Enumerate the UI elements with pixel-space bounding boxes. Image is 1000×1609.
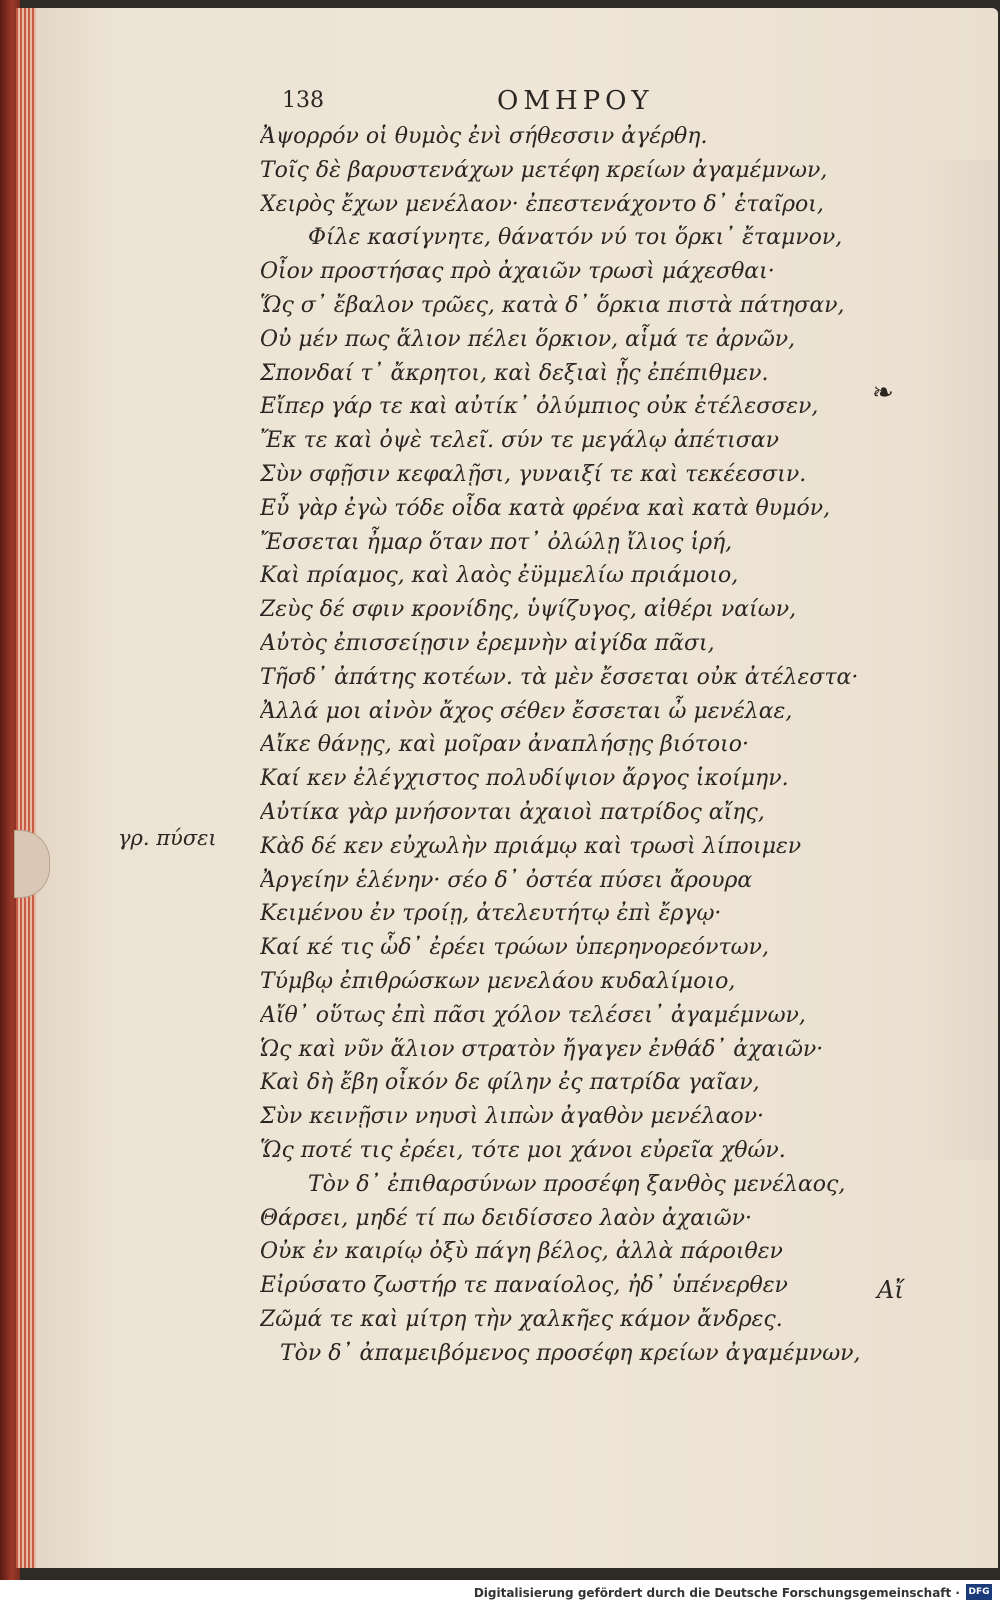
page-bleed-through (920, 160, 998, 1160)
page-number: 138 (282, 88, 324, 113)
text-line: Αἴθ᾽ οὕτως ἐπὶ πᾶσι χόλον τελέσει᾽ ἀγαμέμνων, (260, 1002, 806, 1028)
text-line: Κειμένου ἐν τροίῃ, ἀτελευτήτῳ ἐπὶ ἔργῳ· (260, 901, 722, 927)
text-line: Αἴκε θάνῃς, καὶ μοῖραν ἀναπλήσῃς βιότοιο· (260, 732, 749, 758)
text-line: Ζῶμά τε καὶ μίτρη τὴν χαλκῆες κάμον ἄνδρες. (260, 1306, 783, 1332)
fleuron-ornament-icon: ❧ (872, 378, 894, 408)
text-line: Τύμβῳ ἐπιθρώσκων μενελάου κυδαλίμοιο, (260, 968, 736, 994)
text-line: Ἔσσεται ἦμαρ ὅταν ποτ᾽ ὀλώλῃ ἴλιος ἱρή, (260, 529, 733, 555)
text-line: Καί κέ τις ὧδ᾽ ἐρέει τρώων ὑπερηνορεόντων, (260, 935, 769, 961)
greek-text-block (260, 120, 930, 1370)
text-line: Θάρσει, μηδέ τί πω δειδίσσεο λαὸν ἀχαιῶν· (260, 1205, 752, 1231)
text-line: Ὥς σ᾽ ἔβαλον τρῶες, κατὰ δ᾽ ὅρκια πιστὰ πάτησαν, (260, 292, 845, 318)
text-line: Εἴπερ γάρ τε καὶ αὐτίκ᾽ ὀλύμπιος οὐκ ἐτέλεσσεν, (260, 394, 819, 420)
text-line: Ἔκ τε καὶ ὀψὲ τελεῖ. σύν τε μεγάλῳ ἀπέτισαν (260, 428, 779, 454)
text-line: Σὺν σφῇσιν κεφαλῇσι, γυναιξί τε καὶ τεκέεσσιν. (260, 461, 807, 487)
text-line: Χειρὸς ἔχων μενέλαον· ἐπεστενάχοντο δ᾽ ἑταῖροι, (260, 191, 824, 217)
text-line: Ὡς καὶ νῦν ἅλιον στρατὸν ἤγαγεν ἐνθάδ᾽ ἀχαιῶν· (260, 1036, 824, 1062)
text-line: Ἀργείην ἑλένην· σέο δ᾽ ὀστέα πύσει ἄρουρα (260, 867, 753, 893)
page-header (282, 86, 942, 120)
text-line: Αὐτὸς ἐπισσείῃσιν ἐρεμνὴν αἰγίδα πᾶσι, (260, 630, 715, 656)
funding-credit: Digitalisierung gefördert durch die Deutsche Forschungsgemeinschaft · (473, 1586, 960, 1600)
text-line: Τῆσδ᾽ ἀπάτης κοτέων. τὰ μὲν ἔσσεται οὐκ ἀτέλεστα· (260, 664, 859, 690)
text-line: Ἀψορρόν οἱ θυμὸς ἐνὶ σήθεσσιν ἀγέρθη. (260, 124, 708, 149)
catchword: Αἴ (877, 1276, 904, 1304)
text-line: Οὐ μέν πως ἅλιον πέλει ὅρκιον, αἷμά τε ἀρνῶν, (260, 326, 796, 352)
text-line: Τοῖς δὲ βαρυστενάχων μετέφη κρείων ἀγαμέμνων, (260, 157, 828, 183)
text-line: Ἀλλά μοι αἰνὸν ἄχος σέθεν ἔσσεται ὦ μενέλαε, (260, 698, 793, 724)
text-line: Καὶ πρίαμος, καὶ λαὸς ἐϋμμελίω πριάμοιο, (260, 563, 739, 589)
text-line: Σὺν κεινῇσιν νηυσὶ λιπὼν ἀγαθὸν μενέλαον· (260, 1104, 765, 1130)
digitization-footer (0, 1580, 1000, 1609)
margin-note: γρ. πύσει (118, 826, 217, 850)
text-line: Ὥς ποτέ τις ἐρέει, τότε μοι χάνοι εὐρεῖα χθών. (260, 1137, 786, 1163)
text-line: Οἶον προστήσας πρὸ ἀχαιῶν τρωσὶ μάχεσθαι· (260, 259, 775, 285)
dfg-logo: DFG (966, 1584, 992, 1600)
text-line: Αὐτίκα γὰρ μνήσονται ἀχαιοὶ πατρίδος αἴης, (260, 799, 765, 825)
text-line: Καὶ δὴ ἔβη οἶκόν δε φίλην ἐς πατρίδα γαῖαν, (260, 1070, 760, 1096)
text-line: Σπονδαί τ᾽ ἄκρητοι, καὶ δεξιαὶ ᾗς ἐπέπιθμεν. (260, 360, 769, 386)
page-edges (16, 8, 38, 1568)
text-line: Εἰρύσατο ζωστήρ τε παναίολος, ἠδ᾽ ὑπένερθεν (260, 1273, 788, 1299)
text-line: Φίλε κασίγνητε, θάνατόν νύ τοι ὅρκι᾽ ἔταμνον, (308, 225, 843, 251)
text-line: Καί κεν ἐλέγχιστος πολυδίψιον ἄργος ἱκοίμην. (260, 766, 789, 792)
text-line: Κὰδ δέ κεν εὐχωλὴν πριάμῳ καὶ τρωσὶ λίποιμεν (260, 833, 802, 859)
text-line: Τὸν δ᾽ ἀπαμειβόμενος προσέφη κρείων ἀγαμέμνων, (280, 1340, 861, 1366)
text-line: Εὖ γὰρ ἐγὼ τόδε οἶδα κατὰ φρένα καὶ κατὰ θυμόν, (260, 495, 831, 521)
text-line: Ζεὺς δέ σφιν κρονίδης, ὑψίζυγος, αἰθέρι ναίων, (260, 597, 797, 623)
running-title: ΟΜΗΡΟΥ (497, 86, 654, 116)
text-line: Οὐκ ἐν καιρίῳ ὀξὺ πάγη βέλος, ἀλλὰ πάροιθεν (260, 1239, 783, 1265)
text-line: Τὸν δ᾽ ἐπιθαρσύνων προσέφη ξανθὸς μενέλαος, (308, 1171, 846, 1197)
